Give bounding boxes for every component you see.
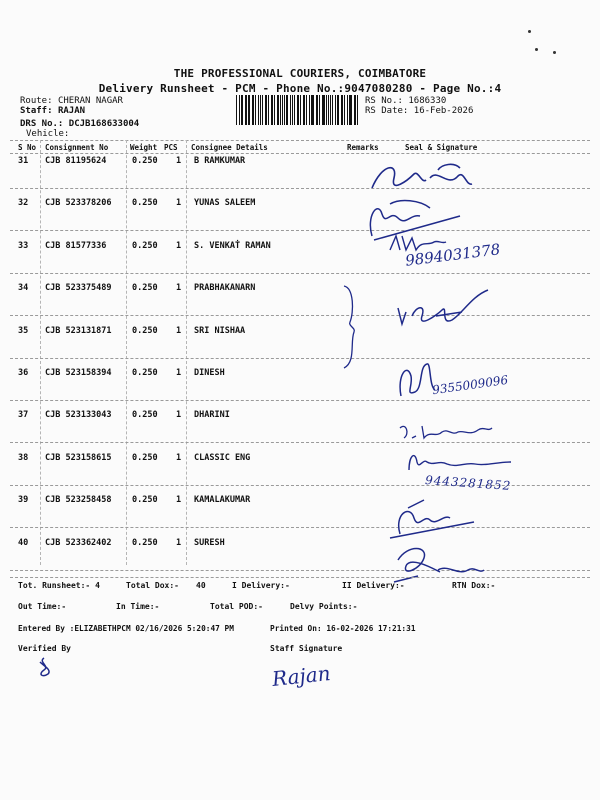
barcode-bar — [268, 95, 269, 125]
row-weight: 0.250 — [132, 410, 158, 421]
verified-by-label: Verified By — [18, 644, 71, 653]
row-weight: 0.250 — [132, 156, 158, 166]
barcode-bar — [294, 95, 295, 125]
barcode-bar — [298, 95, 299, 125]
total-dox-value: 40 — [196, 581, 206, 590]
row-consignment-number: CJB 81195624 — [45, 156, 107, 166]
runsheet-subtitle: Delivery Runsheet - PCM - Phone No.:9047080280 - Page No.:4 — [98, 82, 502, 95]
row-pieces: 1 — [176, 240, 182, 251]
rs-no-value: 1686330 — [408, 96, 447, 106]
row-consignee-name: S. VENKAṪ RAMAN — [194, 240, 271, 251]
barcode-bar — [309, 95, 310, 125]
row-consignment-number: CJB 523375489 — [45, 283, 112, 294]
row-weight: 0.250 — [132, 240, 158, 251]
barcode-bar — [242, 95, 243, 125]
column-divider — [40, 140, 41, 565]
total-dox-label: Total Dox:- — [126, 581, 179, 590]
row-consignment-number: CJB 81577336 — [45, 240, 107, 251]
row-pieces: 1 — [176, 283, 182, 294]
row-serial-number: 37 — [18, 410, 29, 421]
signature-row-38 — [405, 448, 515, 478]
staff-signature-handwritten: Rajan — [270, 661, 332, 691]
barcode-bar — [260, 95, 262, 125]
barcode-bar — [350, 95, 352, 125]
delvy-points: Delvy Points:- — [290, 602, 358, 611]
row-weight: 0.250 — [132, 198, 158, 209]
barcode-bar — [354, 95, 355, 125]
runsheet-barcode — [236, 95, 360, 125]
barcode-bar — [337, 95, 338, 125]
barcode-bar — [282, 95, 283, 125]
speck-mark — [535, 48, 538, 51]
handwritten-phone-39: 9443281852 — [424, 473, 512, 493]
row-divider — [10, 570, 590, 571]
barcode-bar — [248, 95, 249, 125]
row-serial-number: 39 — [18, 495, 29, 506]
barcode-bar — [312, 95, 314, 125]
barcode-bar — [253, 95, 254, 125]
row-weight: 0.250 — [132, 537, 158, 548]
row-divider — [10, 188, 590, 189]
barcode-bar — [297, 95, 298, 125]
row-consignee-name: B RAMKUMAR — [194, 156, 246, 166]
row-consignee-name: PRABHAKANARN — [194, 283, 256, 294]
row-pieces: 1 — [176, 325, 182, 336]
handwritten-phone-33: 9894031378 — [404, 240, 502, 270]
row-serial-number: 31 — [18, 156, 29, 166]
row-consignee-name: DHARINI — [194, 410, 230, 421]
barcode-bar — [322, 95, 323, 125]
row-serial-number: 38 — [18, 452, 29, 463]
barcode-bar — [311, 95, 312, 125]
barcode-bar — [303, 95, 304, 125]
row-pieces: 1 — [176, 537, 182, 548]
barcode-bar — [300, 95, 301, 125]
row-consignment-number: CJB 523362402 — [45, 537, 112, 548]
barcode-bar — [274, 95, 275, 125]
row-pieces: 1 — [176, 410, 182, 421]
barcode-bar — [326, 95, 327, 125]
row-consignee-name: SRI NISHAA — [194, 325, 246, 336]
barcode-bar — [284, 95, 285, 125]
barcode-bar — [249, 95, 250, 125]
handwritten-phone-36: 9355009096 — [431, 372, 509, 398]
row-serial-number: 36 — [18, 368, 29, 378]
speck-mark — [553, 51, 556, 54]
col-consignment-header: Consignment No — [45, 143, 109, 152]
row-pieces: 1 — [176, 368, 182, 378]
col-remarks-header: Remarks — [347, 143, 379, 152]
row-pieces: 1 — [176, 198, 182, 209]
rs-date-line: RS Date: 16-Feb-2026 — [365, 106, 474, 116]
row-divider — [10, 400, 590, 401]
col-pcs-header: PCS — [164, 143, 178, 152]
row-weight: 0.250 — [132, 368, 158, 378]
barcode-bar — [328, 95, 329, 125]
row-consignee-name: SURESH — [194, 537, 225, 548]
row-weight: 0.250 — [132, 283, 158, 294]
barcode-bar — [304, 95, 305, 125]
barcode-bar — [280, 95, 281, 125]
route-line: Route: CHERAN NAGAR — [20, 96, 123, 106]
barcode-bar — [341, 95, 342, 125]
tot-runsheet: Tot. Runsheet:- 4 — [18, 581, 100, 590]
barcode-bar — [292, 95, 294, 125]
barcode-bar — [316, 95, 317, 125]
barcode-bar — [347, 95, 348, 125]
row-consignee-name: CLASSIC ENG — [194, 452, 251, 463]
verified-by-signature — [34, 656, 54, 682]
barcode-bar — [239, 95, 240, 125]
signature-row-37 — [396, 420, 496, 448]
entered-by: Entered By :ELIZABETHPCM 02/16/2026 5:20:47 PM — [18, 624, 234, 633]
ii-delivery: II Delivery:- — [342, 581, 405, 590]
barcode-bar — [258, 95, 259, 125]
barcode-bar — [355, 95, 356, 125]
column-divider — [126, 140, 127, 565]
row-serial-number: 33 — [18, 240, 29, 251]
route-value: CHERAN NAGAR — [57, 96, 123, 106]
barcode-bar — [332, 95, 333, 125]
in-time: In Time:- — [116, 602, 160, 611]
barcode-bar — [317, 95, 318, 125]
row-serial-number: 32 — [18, 198, 29, 209]
staff-value: RAJAN — [57, 106, 86, 116]
rs-date-value: 16-Feb-2026 — [413, 106, 474, 116]
row-pieces: 1 — [176, 495, 182, 506]
company-title: THE PROFESSIONAL COURIERS, COIMBATORE — [173, 67, 427, 80]
barcode-bar — [236, 95, 237, 125]
barcode-bar — [286, 95, 287, 125]
i-delivery: I Delivery:- — [232, 581, 290, 590]
barcode-bar — [349, 95, 350, 125]
barcode-bar — [290, 95, 291, 125]
vehicle-label: Vehicle: — [26, 129, 70, 139]
row-pieces: 1 — [176, 156, 182, 166]
row-consignee-name: KAMALAKUMAR — [194, 495, 251, 506]
barcode-bar — [255, 95, 256, 125]
barcode-bar — [262, 95, 263, 125]
rtn-dox: RTN Dox:- — [452, 581, 496, 590]
row-consignment-number: CJB 523378206 — [45, 198, 112, 209]
drs-value: DCJB168633004 — [68, 119, 140, 129]
row-weight: 0.250 — [132, 452, 158, 463]
row-consignee-name: DINESH — [194, 368, 225, 378]
row-serial-number: 35 — [18, 325, 29, 336]
row-divider — [10, 230, 590, 231]
barcode-bar — [271, 95, 272, 125]
barcode-bar — [319, 95, 320, 125]
barcode-bar — [287, 95, 288, 125]
barcode-bar — [335, 95, 336, 125]
rs-no-line: RS No.: 1686330 — [365, 96, 447, 106]
barcode-bar — [241, 95, 242, 125]
col-weight-header: Weight — [130, 143, 158, 152]
barcode-bar — [338, 95, 339, 125]
row-consignment-number: CJB 523133043 — [45, 410, 112, 421]
row-consignee-name: YUNAS SALEEM — [194, 198, 256, 209]
barcode-bar — [266, 95, 267, 125]
barcode-bar — [272, 95, 273, 125]
row-consignment-number: CJB 523258458 — [45, 495, 112, 506]
header-top-rule — [10, 140, 590, 141]
row-divider — [10, 315, 590, 316]
col-sno-header: S No — [18, 143, 37, 152]
row-divider — [10, 442, 590, 443]
signature-row-34 — [392, 286, 502, 340]
bracket-mark — [340, 282, 360, 376]
row-consignment-number: CJB 523158615 — [45, 452, 112, 463]
col-seal-header: Seal & Signature — [405, 143, 478, 152]
printed-on: Printed On: 16-02-2026 17:21:31 — [270, 624, 416, 633]
row-serial-number: 34 — [18, 283, 29, 294]
row-consignment-number: CJB 523158394 — [45, 368, 112, 378]
drs-line: DRS No.: DCJB168633004 — [20, 119, 140, 129]
barcode-bar — [323, 95, 324, 125]
barcode-bar — [265, 95, 266, 125]
barcode-bar — [344, 95, 345, 125]
row-divider — [10, 273, 590, 274]
out-time: Out Time:- — [18, 602, 67, 611]
barcode-bar — [277, 95, 279, 125]
header-bottom-rule — [10, 153, 590, 154]
footer-top-rule — [10, 577, 590, 578]
barcode-bar — [357, 95, 358, 125]
staff-signature-label: Staff Signature — [270, 644, 343, 653]
row-pieces: 1 — [176, 452, 182, 463]
staff-line: Staff: RAJAN — [20, 106, 86, 116]
row-weight: 0.250 — [132, 325, 158, 336]
barcode-bar — [245, 95, 247, 125]
barcode-bar — [342, 95, 343, 125]
row-weight: 0.250 — [132, 495, 158, 506]
column-divider — [186, 140, 187, 565]
barcode-bar — [252, 95, 253, 125]
row-divider — [10, 358, 590, 359]
row-divider — [10, 527, 590, 528]
col-consignee-header: Consignee Details — [191, 143, 268, 152]
row-consignment-number: CJB 523131871 — [45, 325, 112, 336]
total-pod: Total POD:- — [210, 602, 263, 611]
row-serial-number: 40 — [18, 537, 29, 548]
barcode-bar — [330, 95, 332, 125]
barcode-bar — [306, 95, 307, 125]
speck-mark — [528, 30, 531, 33]
